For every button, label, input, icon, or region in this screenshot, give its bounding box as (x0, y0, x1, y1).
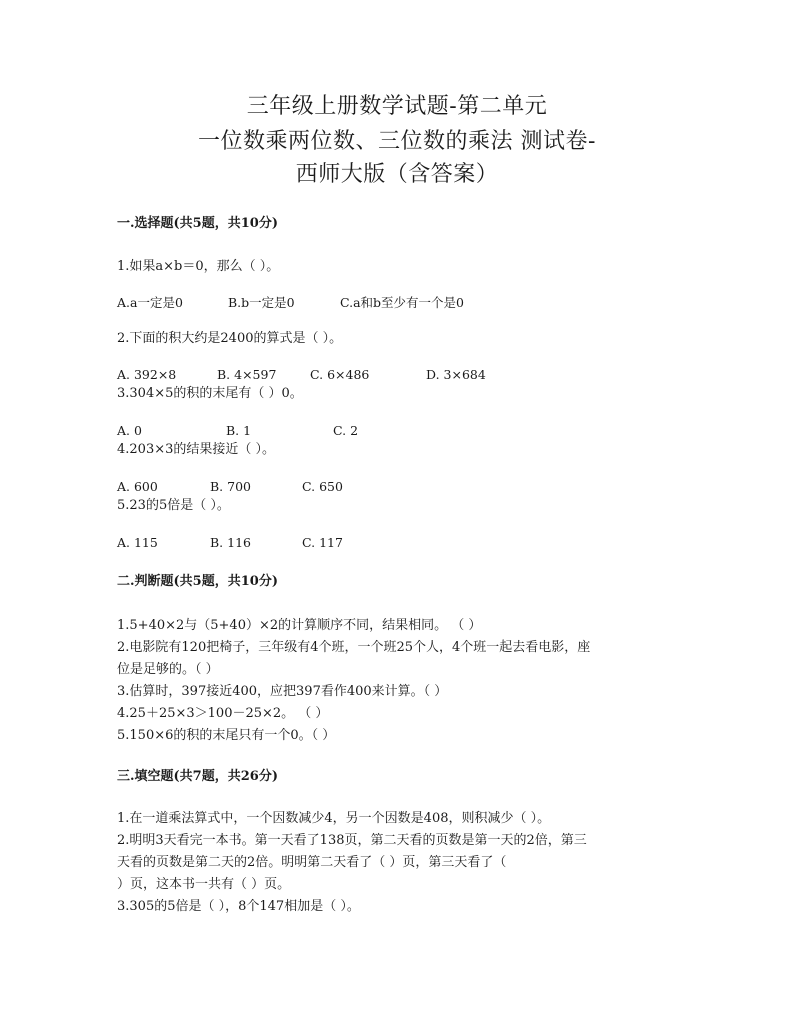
fill-q2-continued-2: ）页，这本书一共有（ ）页。 (117, 877, 291, 892)
choice-q2-option-d: D. 3×684 (426, 367, 486, 382)
judge-q3: 3.估算时，397接近400，应把397看作400来计算。（ ） (117, 684, 448, 699)
judge-q2-continued: 位是足够的。（ ） (117, 662, 219, 677)
section-heading-judge: 二.判断题(共5题，共10分) (117, 574, 278, 589)
choice-q1: 1.如果a×b＝0，那么（ ）。 (117, 259, 280, 274)
fill-q2-continued: 天看的页数是第二天的2倍。明明第二天看了（ ）页，第三天看了（ (117, 855, 507, 870)
choice-q4-option-a: A. 600 (117, 479, 158, 494)
choice-q2-option-a: A. 392×8 (117, 367, 177, 382)
choice-q5-option-c: C. 117 (302, 535, 343, 550)
choice-q3-option-a: A. 0 (117, 423, 142, 438)
section-heading-fill: 三.填空题(共7题，共26分) (117, 769, 278, 784)
choice-q2: 2.下面的积大约是2400的算式是（ ）。 (117, 331, 343, 346)
choice-q4-option-b: B. 700 (210, 479, 251, 494)
judge-q4: 4.25＋25×3＞100－25×2。 （ ） (117, 706, 329, 721)
section-heading-choice: 一.选择题(共5题，共10分) (117, 216, 278, 231)
choice-q4-option-c: C. 650 (302, 479, 343, 494)
choice-q5-option-b: B. 116 (210, 535, 251, 550)
judge-q5: 5.150×6的积的末尾只有一个0。（ ） (117, 728, 336, 743)
choice-q5: 5.23的5倍是（ ）。 (117, 498, 230, 513)
choice-q5-option-a: A. 115 (117, 535, 158, 550)
fill-q1: 1.在一道乘法算式中，一个因数减少4，另一个因数是408，则积减少（ ）。 (117, 811, 551, 826)
judge-q2: 2.电影院有120把椅子，三年级有4个班，一个班25个人，4个班一起去看电影，座 (117, 640, 591, 655)
choice-q3-option-b: B. 1 (226, 423, 252, 438)
choice-q3-option-c: C. 2 (333, 423, 359, 438)
choice-q1-option-c: C.a和b至少有一个是0 (340, 295, 464, 310)
choice-q1-option-b: B.b一定是0 (228, 295, 295, 310)
choice-q2-option-b: B. 4×597 (217, 367, 277, 382)
choice-q3: 3.304×5的积的末尾有（ ）0。 (117, 386, 303, 401)
choice-q2-option-c: C. 6×486 (310, 367, 370, 382)
fill-q2: 2.明明3天看完一本书。第一天看了138页，第二天看的页数是第一天的2倍，第三 (117, 833, 587, 848)
doc-title-line-1: 三年级上册数学试题-第二单元 (246, 94, 548, 119)
doc-title-line-2: 一位数乘两位数、三位数的乘法 测试卷- (198, 129, 596, 154)
choice-q4: 4.203×3的结果接近（ ）。 (117, 442, 276, 457)
doc-title-line-3: 西师大版（含答案） (295, 162, 499, 187)
judge-q1: 1.5+40×2与（5+40）×2的计算顺序不同，结果相同。 （ ） (117, 618, 482, 633)
fill-q3: 3.305的5倍是（ ），8个147相加是（ ）。 (117, 899, 360, 914)
choice-q1-option-a: A.a一定是0 (117, 295, 183, 310)
